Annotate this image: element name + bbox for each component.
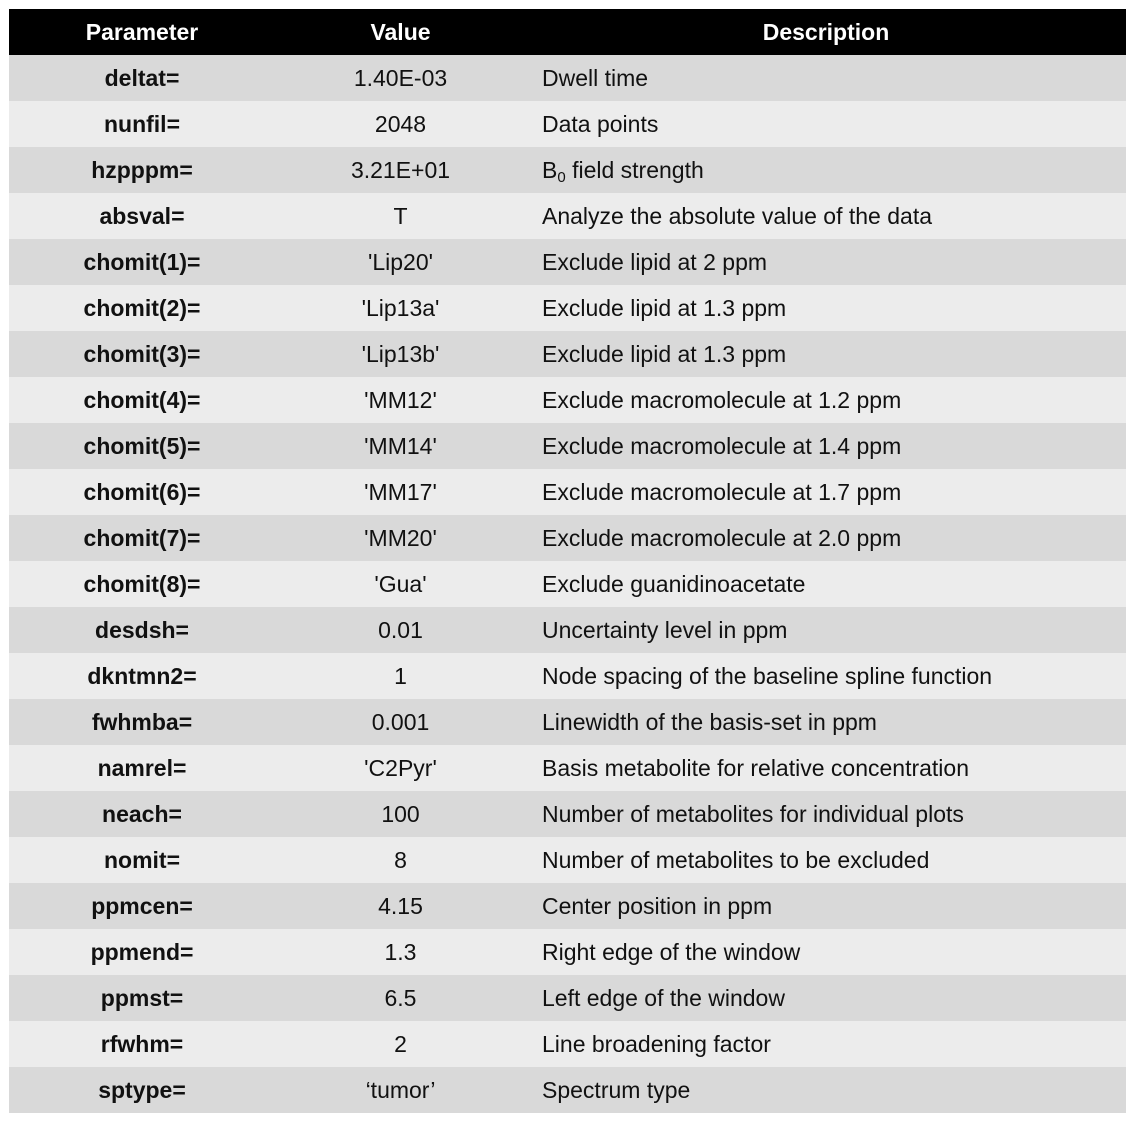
param-cell: absval= xyxy=(99,203,185,229)
description-cell: Right edge of the window xyxy=(542,939,801,965)
table-row xyxy=(9,423,1126,469)
description-cell: Basis metabolite for relative concentration xyxy=(542,755,969,781)
description-cell: Exclude lipid at 1.3 ppm xyxy=(542,341,787,367)
description-cell: Data points xyxy=(542,111,659,137)
table-row xyxy=(9,883,1126,929)
parameter-table xyxy=(9,9,1126,1113)
value-cell: 6.5 xyxy=(384,985,417,1011)
value-cell: 'C2Pyr' xyxy=(364,755,437,781)
table-row xyxy=(9,239,1126,285)
description-cell: Uncertainty level in ppm xyxy=(542,617,788,643)
description-cell: Node spacing of the baseline spline function xyxy=(542,663,993,689)
param-cell: neach= xyxy=(102,801,182,827)
param-cell: chomit(7)= xyxy=(83,525,201,551)
value-cell: 1.3 xyxy=(384,939,417,965)
value-cell: 'Gua' xyxy=(374,571,427,597)
value-cell: 'MM14' xyxy=(364,433,437,459)
value-cell: 0.01 xyxy=(378,617,423,643)
param-cell: chomit(8)= xyxy=(83,571,201,597)
table-row xyxy=(9,837,1126,883)
table-row xyxy=(9,975,1126,1021)
value-cell: 1.40E-03 xyxy=(353,65,448,91)
table-row xyxy=(9,515,1126,561)
value-cell: 2 xyxy=(394,1031,407,1057)
table-row xyxy=(9,147,1126,193)
param-cell: chomit(5)= xyxy=(83,433,201,459)
description-cell: Center position in ppm xyxy=(542,893,773,919)
header-description: Description xyxy=(762,19,890,45)
param-cell: rfwhm= xyxy=(100,1031,184,1057)
description-cell: Exclude lipid at 2 ppm xyxy=(542,249,768,275)
description-suffix: field strength xyxy=(565,157,704,183)
value-cell: ‘tumor’ xyxy=(365,1077,436,1103)
param-cell: dkntmn2= xyxy=(87,663,197,689)
param-cell: chomit(4)= xyxy=(83,387,201,413)
param-cell: fwhmba= xyxy=(91,709,193,735)
param-cell: nunfil= xyxy=(103,111,181,137)
value-cell: 'Lip13a' xyxy=(361,295,440,321)
param-cell: chomit(2)= xyxy=(83,295,201,321)
description-cell: Exclude macromolecule at 2.0 ppm xyxy=(542,525,902,551)
param-cell: chomit(1)= xyxy=(83,249,201,275)
description-cell: Number of metabolites to be excluded xyxy=(542,847,930,873)
table-row xyxy=(9,929,1126,975)
description-cell: Dwell time xyxy=(542,65,649,91)
description-cell: Exclude macromolecule at 1.7 ppm xyxy=(542,479,902,505)
table-row xyxy=(9,699,1126,745)
description-cell: Exclude macromolecule at 1.4 ppm xyxy=(542,433,902,459)
description-cell: Exclude guanidinoacetate xyxy=(542,571,806,597)
param-cell: ppmcen= xyxy=(91,893,193,919)
description-cell: Exclude macromolecule at 1.2 ppm xyxy=(542,387,902,413)
table-row xyxy=(9,791,1126,837)
table-row xyxy=(9,561,1126,607)
description-cell: Analyze the absolute value of the data xyxy=(542,203,933,229)
value-cell: 100 xyxy=(381,801,420,827)
param-cell: ppmend= xyxy=(90,939,194,965)
description-subscript: 0 xyxy=(557,169,566,186)
param-cell: hzpppm= xyxy=(91,157,193,183)
value-cell: T xyxy=(393,203,408,229)
value-cell: 1 xyxy=(394,663,407,689)
value-cell: 'MM17' xyxy=(364,479,437,505)
description-cell: Number of metabolites for individual plots xyxy=(542,801,964,827)
table-row xyxy=(9,607,1126,653)
description-cell: Line broadening factor xyxy=(542,1031,771,1057)
description-cell: Spectrum type xyxy=(542,1077,691,1103)
value-cell: 'Lip20' xyxy=(367,249,434,275)
table-row xyxy=(9,469,1126,515)
table-row xyxy=(9,377,1126,423)
param-cell: nomit= xyxy=(103,847,181,873)
param-cell: chomit(3)= xyxy=(83,341,201,367)
param-cell: namrel= xyxy=(97,755,187,781)
description-prefix: B xyxy=(542,157,558,183)
table-row xyxy=(9,1067,1126,1113)
param-cell: desdsh= xyxy=(95,617,189,643)
description-cell xyxy=(526,147,1126,193)
value-cell: 2048 xyxy=(374,111,427,137)
header-value: Value xyxy=(370,19,431,45)
param-cell: sptype= xyxy=(98,1077,186,1103)
table-row xyxy=(9,1021,1126,1067)
table-row xyxy=(9,745,1126,791)
value-cell: 'MM20' xyxy=(364,525,437,551)
value-cell: 3.21E+01 xyxy=(350,157,451,183)
table-row xyxy=(9,55,1126,101)
value-cell: 'MM12' xyxy=(364,387,437,413)
table-row xyxy=(9,193,1126,239)
param-cell: ppmst= xyxy=(100,985,184,1011)
table-row xyxy=(9,285,1126,331)
param-cell: deltat= xyxy=(104,65,180,91)
description-cell: Left edge of the window xyxy=(542,985,785,1011)
table-row xyxy=(9,653,1126,699)
value-cell: 0.001 xyxy=(371,709,430,735)
description-cell: Linewidth of the basis-set in ppm xyxy=(542,709,877,735)
table-row xyxy=(9,331,1126,377)
table-row xyxy=(9,101,1126,147)
header-parameter: Parameter xyxy=(85,19,199,45)
table-header xyxy=(9,9,1126,55)
description-cell: Exclude lipid at 1.3 ppm xyxy=(542,295,787,321)
param-cell: chomit(6)= xyxy=(83,479,201,505)
value-cell: 8 xyxy=(394,847,407,873)
value-cell: 4.15 xyxy=(378,893,423,919)
value-cell: 'Lip13b' xyxy=(361,341,440,367)
